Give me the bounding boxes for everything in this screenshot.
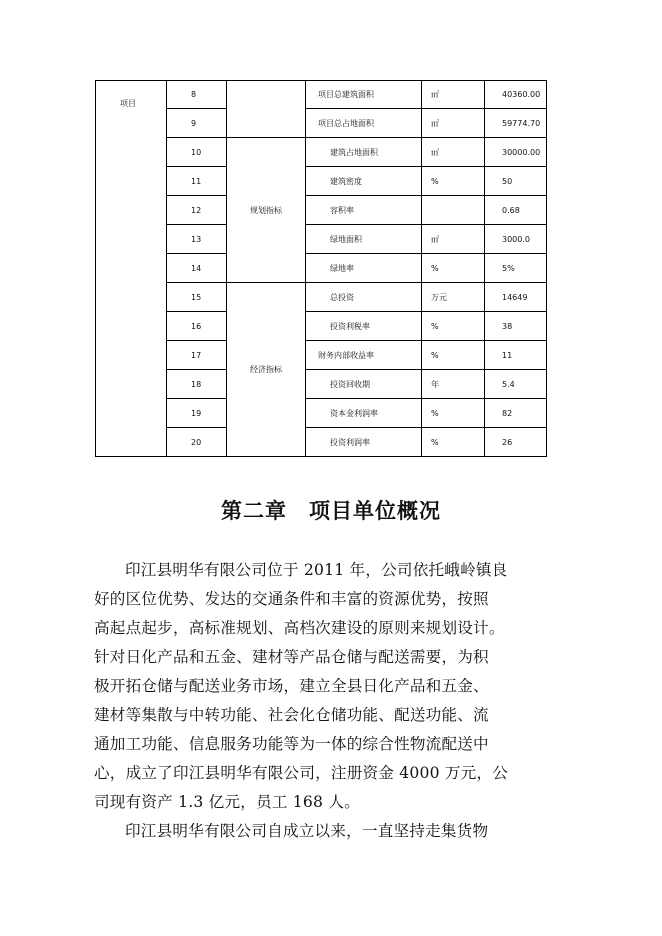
chapter-title: 项目单位概况 [309, 498, 441, 523]
row-number: 9 [167, 109, 227, 138]
indicator-name: 项目总占地面积 [306, 109, 422, 138]
indicator-name: 项目总建筑面积 [306, 81, 422, 109]
indicator-value: 3000.0 [485, 225, 547, 254]
indicator-unit: % [422, 167, 485, 196]
indicator-value: 5.4 [485, 370, 547, 399]
indicator-value: 26 [485, 428, 547, 457]
indicator-unit: ㎡ [422, 109, 485, 138]
indicator-name: 投资利润率 [306, 428, 422, 457]
indicator-unit: % [422, 341, 485, 370]
paragraph-company-overview [94, 556, 546, 817]
indicator-unit: 年 [422, 370, 485, 399]
group-cell-blank [227, 81, 306, 138]
paragraph-line: 通加工功能、信息服务功能等为一体的综合性物流配送中 [94, 735, 489, 753]
paragraph-line: 针对日化产品和五金、建材等产品仓储与配送需要，为积 [94, 648, 489, 666]
row-number: 15 [167, 283, 227, 312]
paragraph-line: 高起点起步，高标准规划、高档次建设的原则来规划设计。 [94, 619, 505, 637]
row-number: 14 [167, 254, 227, 283]
indicator-value: 40360.00 [485, 81, 547, 109]
row-number: 18 [167, 370, 227, 399]
paragraph-line: 印江县明华有限公司自成立以来，一直坚持走集货物 [125, 822, 489, 840]
indicator-unit: % [422, 312, 485, 341]
economic-group-cell: 经济指标 [227, 283, 306, 457]
indicator-table [95, 80, 547, 457]
indicator-unit: % [422, 254, 485, 283]
planning-group-cell: 规划指标 [227, 138, 306, 283]
indicator-name: 容积率 [306, 196, 422, 225]
row-number: 20 [167, 428, 227, 457]
indicator-name: 建筑密度 [306, 167, 422, 196]
indicator-value: 14649 [485, 283, 547, 312]
paragraph-line: 司现有资产 1.3 亿元，员工 168 人。 [94, 793, 360, 811]
indicator-name: 投资回收期 [306, 370, 422, 399]
paragraph-line: 心，成立了印江县明华有限公司，注册资金 4000 万元，公 [94, 764, 509, 782]
row-number: 11 [167, 167, 227, 196]
paragraph-line: 极开拓仓储与配送业务市场，建立全县日化产品和五金、 [94, 677, 489, 695]
row-number: 19 [167, 399, 227, 428]
row-number: 16 [167, 312, 227, 341]
row-number: 12 [167, 196, 227, 225]
indicator-name: 投资利税率 [306, 312, 422, 341]
indicator-name: 总投资 [306, 283, 422, 312]
row-number: 13 [167, 225, 227, 254]
indicator-unit: ㎡ [422, 225, 485, 254]
paragraph-line: 印江县明华有限公司位于 2011 年，公司依托峨岭镇良 [125, 561, 508, 579]
paragraph-line: 好的区位优势、发达的交通条件和丰富的资源优势，按照 [94, 590, 489, 608]
indicator-value: 30000.00 [485, 138, 547, 167]
indicator-value: 0.68 [485, 196, 547, 225]
indicator-name: 绿地率 [306, 254, 422, 283]
category-cell: 项目 [96, 81, 167, 457]
indicator-unit: % [422, 399, 485, 428]
indicator-value: 11 [485, 341, 547, 370]
table-row [96, 81, 547, 109]
row-number: 8 [167, 81, 227, 109]
indicator-unit: % [422, 428, 485, 457]
row-number: 17 [167, 341, 227, 370]
indicator-value: 38 [485, 312, 547, 341]
indicator-value: 5% [485, 254, 547, 283]
row-number: 10 [167, 138, 227, 167]
indicator-name: 建筑占地面积 [306, 138, 422, 167]
indicator-value: 50 [485, 167, 547, 196]
indicator-unit: ㎡ [422, 81, 485, 109]
indicator-unit: ㎡ [422, 138, 485, 167]
indicator-unit: 万元 [422, 283, 485, 312]
chapter-number: 第二章 [221, 498, 287, 523]
indicator-unit [422, 196, 485, 225]
indicator-value: 82 [485, 399, 547, 428]
indicator-value: 59774.70 [485, 109, 547, 138]
paragraph-line: 建材等集散与中转功能、社会化仓储功能、配送功能、流 [94, 706, 489, 724]
indicator-name: 资本金利润率 [306, 399, 422, 428]
paragraph-company-history [94, 817, 546, 846]
indicator-name: 财务内部收益率 [306, 341, 422, 370]
chapter-heading [0, 495, 662, 525]
indicator-name: 绿地面积 [306, 225, 422, 254]
